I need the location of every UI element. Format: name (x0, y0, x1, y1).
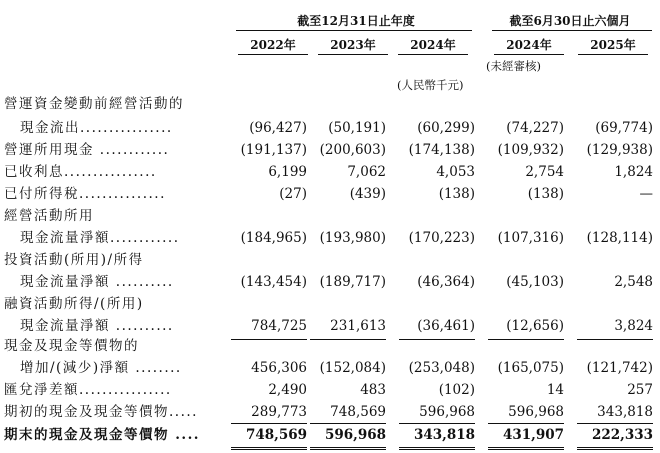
cell-value: (439) (349, 186, 386, 202)
cell-value: (96,427) (249, 120, 307, 136)
year-header: 2025年 (590, 38, 636, 52)
cell-value: 2,548 (614, 274, 653, 290)
cell-value: (193,980) (319, 230, 386, 246)
table-row (0, 335, 660, 357)
row-label: 現金流出................ (20, 120, 173, 136)
row-label: 融資活動所得/(所用) (4, 296, 144, 312)
cell-value: (102) (438, 382, 475, 398)
cell-value: 6,199 (268, 164, 307, 180)
cell-value: (45,103) (506, 274, 564, 290)
row-label: 期初的現金及現金等價物..... (4, 404, 198, 420)
cell-value: (36,461) (417, 318, 475, 334)
table-row (0, 205, 660, 227)
total-double-rule (231, 447, 307, 450)
cell-value: (109,932) (497, 142, 564, 158)
cell-value: 343,818 (413, 427, 475, 443)
cell-value: (189,717) (319, 274, 386, 290)
cell-value: (107,316) (497, 230, 564, 246)
cell-value: (46,364) (417, 274, 475, 290)
total-double-rule (577, 447, 653, 450)
cell-value: 257 (627, 382, 653, 398)
row-label: 經營活動所用 (4, 208, 94, 224)
cell-value: 483 (360, 382, 386, 398)
cell-value: (12,656) (506, 318, 564, 334)
cell-value: (74,227) (506, 120, 564, 136)
table-row (0, 401, 660, 423)
year-header-rule (578, 54, 648, 55)
table-row (0, 139, 660, 161)
year-header: 2024年 (410, 38, 456, 52)
cell-value: (60,299) (417, 120, 475, 136)
table-row (0, 315, 660, 337)
table-row (0, 117, 660, 139)
table-row (0, 93, 660, 115)
period-header-six-months-rule (492, 30, 652, 31)
table-row (0, 227, 660, 249)
cell-value: (143,454) (240, 274, 307, 290)
row-label: 期末的現金及現金等價物 .... (4, 427, 200, 443)
cell-value: 7,062 (347, 164, 386, 180)
cell-value: (121,742) (586, 360, 653, 376)
year-header: 2022年 (250, 38, 296, 52)
cell-value: (184,965) (240, 230, 307, 246)
cell-value: (69,774) (595, 120, 653, 136)
row-label: 已付所得稅............... (4, 186, 166, 202)
year-header-rule (318, 54, 388, 55)
unaudited-note: (未經審核) (486, 59, 541, 73)
table-row-total (0, 424, 660, 446)
table-row (0, 161, 660, 183)
cell-value: (165,075) (497, 360, 564, 376)
cell-value: 431,907 (502, 427, 564, 443)
table-row (0, 249, 660, 271)
row-label: 已收利息................ (4, 164, 157, 180)
year-header-rule (238, 54, 308, 55)
cell-value: (27) (279, 186, 307, 202)
table-row (0, 183, 660, 205)
row-label: 增加/(減少)淨額 ........ (20, 360, 182, 376)
cell-value: 748,569 (245, 427, 307, 443)
cell-value: (138) (438, 186, 475, 202)
total-double-rule (310, 447, 386, 450)
cell-value: 1,824 (614, 164, 653, 180)
year-header-rule (398, 54, 468, 55)
row-label: 現金流量淨額 .......... (20, 318, 174, 334)
period-header-six-months: 截至6月30日止六個月 (509, 14, 631, 28)
cell-value: (138) (527, 186, 564, 202)
period-header-fiscal-year-rule (236, 30, 472, 31)
cell-value: (129,938) (586, 142, 653, 158)
cell-value: (128,114) (586, 230, 653, 246)
row-label: 現金流量淨額............ (20, 230, 180, 246)
cell-value: 596,968 (419, 404, 475, 420)
cell-value: 4,053 (436, 164, 475, 180)
cell-value: (152,084) (319, 360, 386, 376)
row-label: 現金及現金等價物的 (4, 338, 139, 354)
table-row (0, 357, 660, 379)
row-label: 營運資金變動前經營活動的 (4, 96, 184, 112)
cell-value: (174,138) (408, 142, 475, 158)
total-double-rule (399, 447, 475, 450)
row-label: 營運所用現金 ............ (4, 142, 170, 158)
cell-value: 222,333 (591, 427, 653, 443)
total-double-rule (488, 447, 564, 450)
row-label: 投資活動(所用)/所得 (4, 252, 144, 268)
table-row (0, 379, 660, 401)
year-header-rule (494, 54, 564, 55)
cell-value: (170,223) (408, 230, 475, 246)
cell-value: (191,137) (240, 142, 307, 158)
period-header-fiscal-year: 截至12月31日止年度 (297, 14, 415, 28)
cell-value: 596,968 (508, 404, 564, 420)
cell-value: (200,603) (319, 142, 386, 158)
cell-value: 343,818 (597, 404, 653, 420)
cell-value: 784,725 (251, 318, 307, 334)
cell-value: 289,773 (251, 404, 307, 420)
row-label: 現金流量淨額 .......... (20, 274, 174, 290)
cell-value: 2,754 (525, 164, 564, 180)
cell-value: 596,968 (324, 427, 386, 443)
cell-value: 3,824 (614, 318, 653, 334)
year-header: 2024年 (506, 38, 552, 52)
currency-note: (人民幣千元) (397, 78, 464, 92)
cell-value: 14 (546, 382, 564, 398)
cell-value: 748,569 (330, 404, 386, 420)
table-row (0, 293, 660, 315)
cell-value: 456,306 (251, 360, 307, 376)
table-row (0, 271, 660, 293)
row-label: 匯兌淨差額................ (4, 382, 172, 398)
cell-value: 231,613 (330, 318, 386, 334)
cell-value: 2,490 (268, 382, 307, 398)
cell-value: (50,191) (328, 120, 386, 136)
cell-value: (253,048) (408, 360, 475, 376)
year-header: 2023年 (330, 38, 376, 52)
cell-value: — (639, 186, 653, 202)
